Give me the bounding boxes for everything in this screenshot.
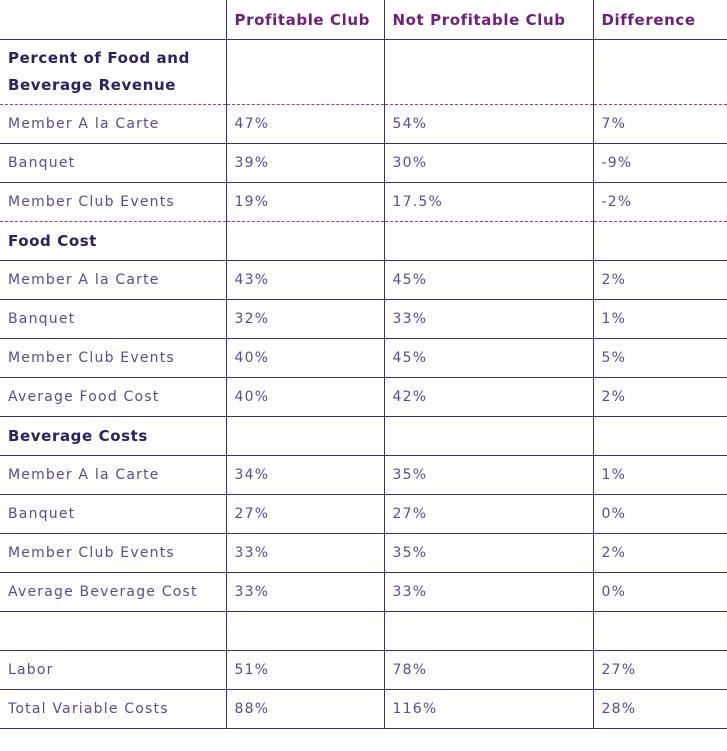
table-row <box>0 573 727 612</box>
section-title <box>0 612 226 651</box>
table-row <box>0 339 727 378</box>
row-label: Banquet <box>0 300 226 339</box>
difference-value: 0% <box>593 495 727 534</box>
section-row-blank <box>0 612 727 651</box>
empty-cell <box>593 417 727 456</box>
table-row <box>0 144 727 183</box>
not-profitable-value: 45% <box>384 339 593 378</box>
row-label: Member Club Events <box>0 183 226 222</box>
empty-cell <box>226 417 384 456</box>
row-label: Member A la Carte <box>0 456 226 495</box>
difference-value: 28% <box>593 690 727 729</box>
profitable-value: 39% <box>226 144 384 183</box>
not-profitable-value: 116% <box>384 690 593 729</box>
header-empty <box>0 0 226 40</box>
empty-cell <box>384 612 593 651</box>
profitable-value: 34% <box>226 456 384 495</box>
table-row <box>0 183 727 222</box>
difference-value: 2% <box>593 378 727 417</box>
table-row <box>0 651 727 690</box>
empty-cell <box>384 417 593 456</box>
section-title: Beverage Costs <box>0 417 226 456</box>
row-label: Banquet <box>0 144 226 183</box>
table-row <box>0 105 727 144</box>
profitable-value: 33% <box>226 573 384 612</box>
not-profitable-value: 42% <box>384 378 593 417</box>
empty-cell <box>593 40 727 105</box>
table-row <box>0 456 727 495</box>
profitable-value: 33% <box>226 534 384 573</box>
empty-cell <box>226 222 384 261</box>
profitable-value: 40% <box>226 339 384 378</box>
empty-cell <box>226 40 384 105</box>
header-not-profitable-club: Not Profitable Club <box>384 0 593 40</box>
difference-value: 0% <box>593 573 727 612</box>
difference-value: 2% <box>593 534 727 573</box>
not-profitable-value: 45% <box>384 261 593 300</box>
row-label: Member A la Carte <box>0 105 226 144</box>
section-title: Percent of Food and Beverage Revenue <box>8 49 190 94</box>
not-profitable-value: 78% <box>384 651 593 690</box>
difference-value: 1% <box>593 300 727 339</box>
profitable-value: 27% <box>226 495 384 534</box>
row-label: Labor <box>0 651 226 690</box>
table-row <box>0 534 727 573</box>
difference-value: 7% <box>593 105 727 144</box>
empty-cell <box>226 612 384 651</box>
profitable-value: 32% <box>226 300 384 339</box>
not-profitable-value: 27% <box>384 495 593 534</box>
not-profitable-value: 33% <box>384 300 593 339</box>
not-profitable-value: 33% <box>384 573 593 612</box>
table-row <box>0 378 727 417</box>
header-profitable-club: Profitable Club <box>226 0 384 40</box>
table-row <box>0 261 727 300</box>
difference-value: -2% <box>593 183 727 222</box>
row-label: Member Club Events <box>0 339 226 378</box>
table-row <box>0 300 727 339</box>
table-row <box>0 690 727 729</box>
empty-cell <box>593 612 727 651</box>
header-difference: Difference <box>593 0 727 40</box>
empty-cell <box>384 40 593 105</box>
row-label: Total Variable Costs <box>0 690 226 729</box>
not-profitable-value: 35% <box>384 456 593 495</box>
row-label: Average Food Cost <box>0 378 226 417</box>
profitable-value: 51% <box>226 651 384 690</box>
section-title: Food Cost <box>0 222 226 261</box>
empty-cell <box>384 222 593 261</box>
row-label: Member A la Carte <box>0 261 226 300</box>
section-row-beverage-costs <box>0 417 727 456</box>
not-profitable-value: 35% <box>384 534 593 573</box>
difference-value: -9% <box>593 144 727 183</box>
section-row-fb-revenue <box>0 40 727 105</box>
row-label: Member Club Events <box>0 534 226 573</box>
difference-value: 27% <box>593 651 727 690</box>
not-profitable-value: 30% <box>384 144 593 183</box>
empty-cell <box>593 222 727 261</box>
row-label: Banquet <box>0 495 226 534</box>
profitable-value: 47% <box>226 105 384 144</box>
profitable-value: 43% <box>226 261 384 300</box>
profitable-value: 88% <box>226 690 384 729</box>
header-row <box>0 0 727 40</box>
profitable-value: 19% <box>226 183 384 222</box>
profitable-value: 40% <box>226 378 384 417</box>
difference-value: 2% <box>593 261 727 300</box>
row-label: Average Beverage Cost <box>0 573 226 612</box>
difference-value: 1% <box>593 456 727 495</box>
not-profitable-value: 54% <box>384 105 593 144</box>
difference-value: 5% <box>593 339 727 378</box>
section-row-food-cost <box>0 222 727 261</box>
not-profitable-value: 17.5% <box>384 183 593 222</box>
table-row <box>0 495 727 534</box>
